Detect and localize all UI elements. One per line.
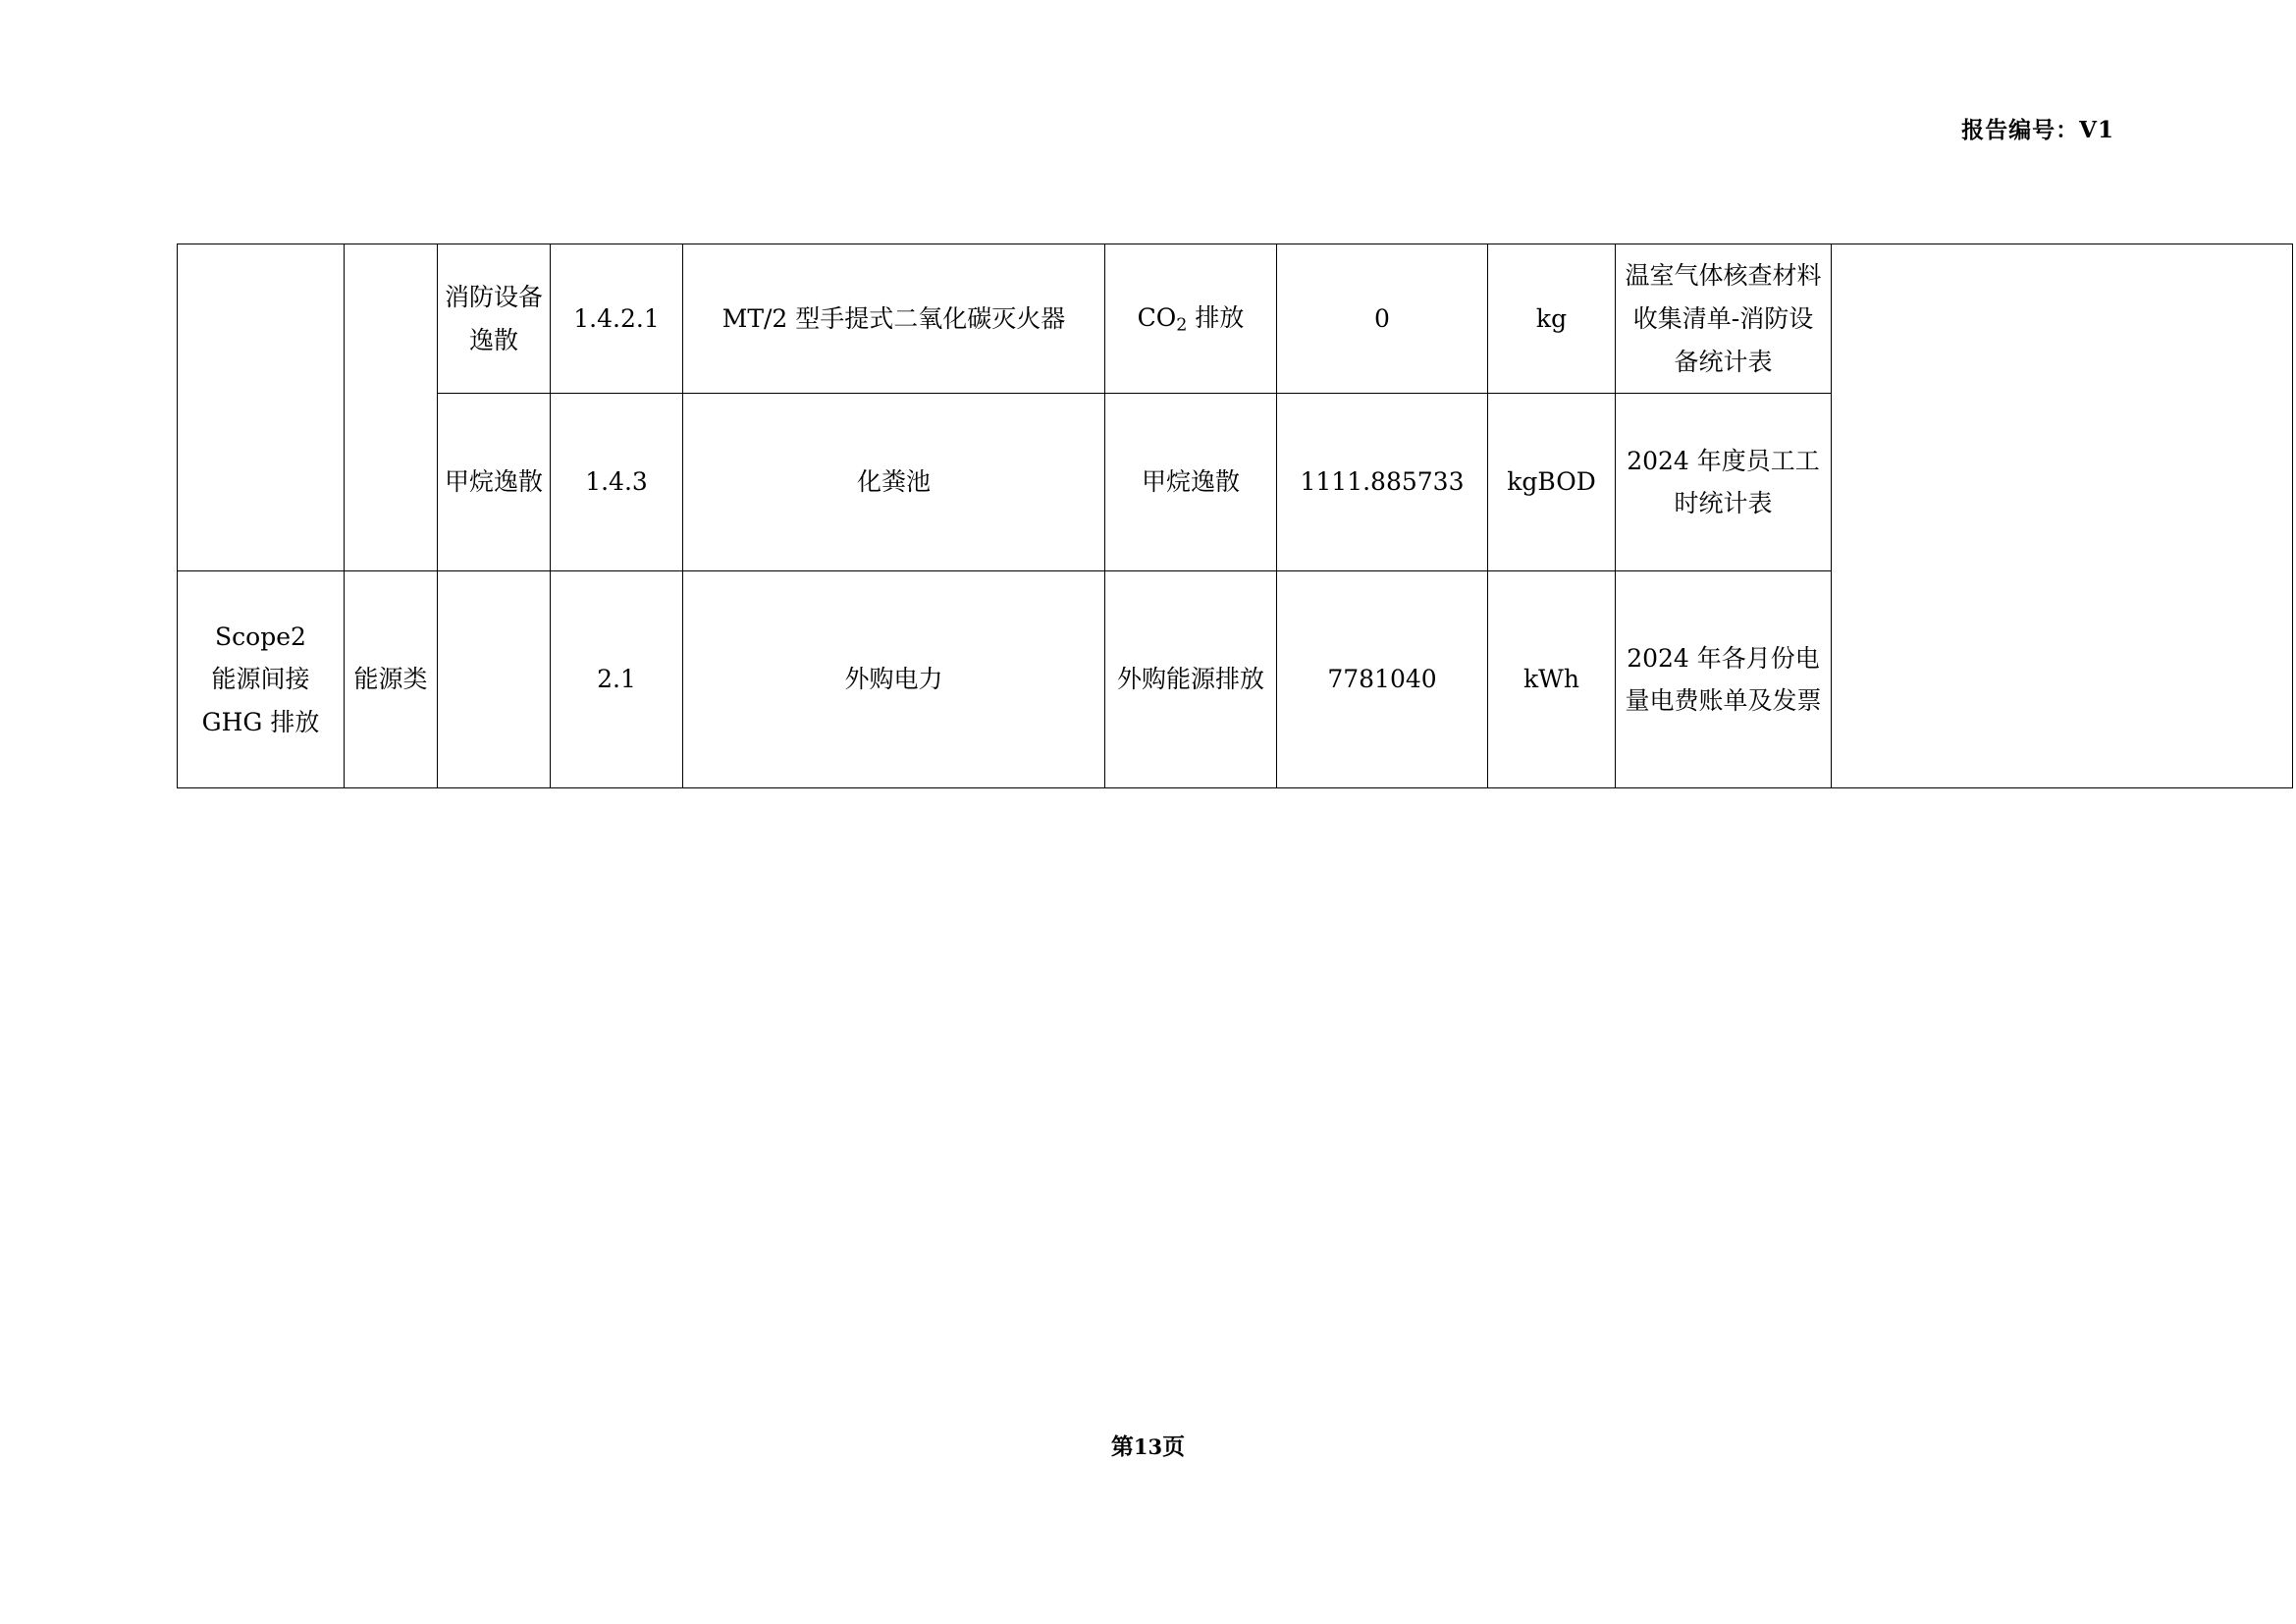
cell-code-r1: 1.4.2.1 <box>551 244 683 394</box>
footer-page-number: 13 <box>1133 1435 1163 1459</box>
cell-category-continued <box>345 244 438 571</box>
cell-value-r1: 0 <box>1277 244 1488 394</box>
cell-scope-r3 <box>178 571 345 788</box>
scope-line-1: Scope2 <box>215 622 306 651</box>
scope-line-3: GHG 排放 <box>201 708 320 737</box>
cell-evidence-r3: 2024 年各月份电量电费账单及发票 <box>1616 571 1832 788</box>
footer-suffix: 页 <box>1162 1434 1186 1460</box>
footer-prefix: 第 <box>1110 1434 1134 1460</box>
cell-evidence-r1: 温室气体核查材料收集清单-消防设备统计表 <box>1616 244 1832 394</box>
cell-scope-continued <box>178 244 345 571</box>
cell-description-r3: 外购电力 <box>683 571 1105 788</box>
emission-inventory-table-wrapper <box>177 244 2292 788</box>
cell-unit-r3: kWh <box>1488 571 1616 788</box>
cell-emission-type-r3: 外购能源排放 <box>1105 571 1277 788</box>
cell-code-r3: 2.1 <box>551 571 683 788</box>
cell-unit-r2: kgBOD <box>1488 394 1616 571</box>
cell-source-group-r3 <box>438 571 551 788</box>
cell-emission-type-r1 <box>1105 244 1277 394</box>
cell-remark <box>1832 244 2293 788</box>
cell-code-r2: 1.4.3 <box>551 394 683 571</box>
table-row <box>178 244 2293 394</box>
cell-category-r3: 能源类 <box>345 571 438 788</box>
cell-value-r3: 7781040 <box>1277 571 1488 788</box>
scope-line-2: 能源间接 <box>211 665 310 694</box>
report-number-header: 报告编号：V1 <box>1961 117 2114 143</box>
cell-description-r1: MT/2 型手提式二氧化碳灭火器 <box>683 244 1105 394</box>
cell-emission-type-r2: 甲烷逸散 <box>1105 394 1277 571</box>
page-footer <box>0 1429 2296 1461</box>
cell-unit-r1: kg <box>1488 244 1616 394</box>
cell-source-group-r2: 甲烷逸散 <box>438 394 551 571</box>
cell-evidence-r2: 2024 年度员工工时统计表 <box>1616 394 1832 571</box>
emission-type-subscript: 2 <box>1176 315 1188 336</box>
emission-type-suffix: 排放 <box>1187 303 1245 333</box>
emission-inventory-table <box>177 244 2293 788</box>
cell-source-group-r1: 消防设备逸散 <box>438 244 551 394</box>
cell-description-r2: 化粪池 <box>683 394 1105 571</box>
cell-value-r2: 1111.885733 <box>1277 394 1488 571</box>
emission-type-text: CO <box>1137 303 1177 333</box>
